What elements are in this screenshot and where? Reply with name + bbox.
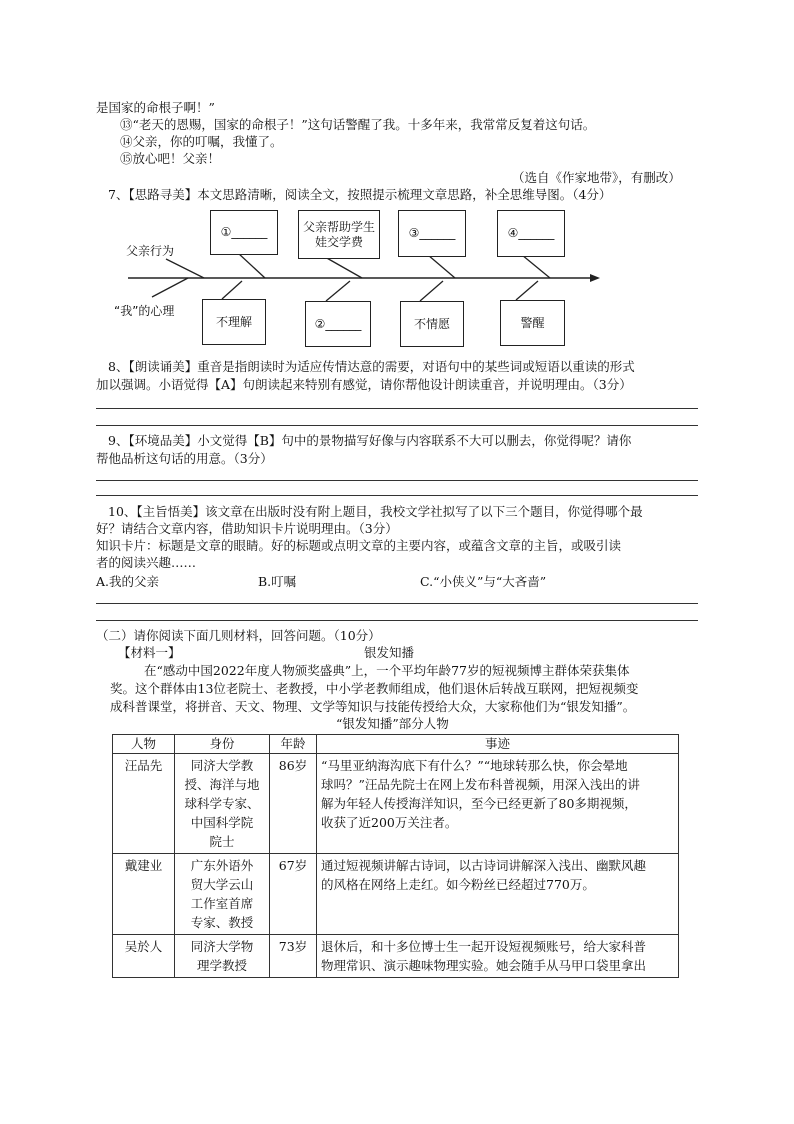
identity-line: 广东外语外 bbox=[190, 858, 254, 873]
cell-age: 73岁 bbox=[270, 935, 317, 978]
deed-line: 退休后，和十多位博士生一起开设短视频账号，给大家科普 bbox=[321, 939, 647, 954]
deed-line: 球吗？”汪品先院士在网上发布科普视频，用深入浅出的讲 bbox=[321, 777, 640, 792]
silver-hair-table bbox=[112, 734, 679, 978]
connector-box-5 bbox=[222, 281, 242, 299]
connector-box-7 bbox=[420, 281, 443, 301]
material-label: 【材料一】 bbox=[118, 645, 181, 660]
q8-answer-line-2[interactable] bbox=[96, 425, 698, 426]
my-mind-label: “我”的心理 bbox=[114, 304, 175, 318]
q10-option-c: C.“小侠义”与“大吝啬” bbox=[420, 574, 547, 589]
deed-line: 的风格在网络上走红。如今粉丝已经超过770万。 bbox=[321, 877, 595, 892]
q10-option-b: B.叮嘱 bbox=[258, 574, 297, 589]
cell-age: 67岁 bbox=[270, 854, 317, 935]
identity-line: 工作室首席 bbox=[190, 896, 254, 911]
identity-line: 球科学专家、 bbox=[184, 796, 260, 811]
q10-card-line-1: 知识卡片：标题是文章的眼睛。好的标题或点明文章的主要内容，或蕴含文章的主旨，或吸引读 bbox=[96, 538, 622, 553]
table-header-row bbox=[113, 735, 679, 754]
deed-line: 通过短视频讲解古诗词，以古诗词讲解深入浅出、幽默风趣 bbox=[321, 858, 647, 873]
q10-option-a: A.我的父亲 bbox=[96, 574, 160, 589]
connector-box-6 bbox=[326, 281, 350, 301]
connector-box-2 bbox=[325, 257, 362, 278]
part2-heading: （二）请你阅读下面几则材料，回答问题。（10分） bbox=[96, 628, 381, 643]
story-line-15: ⑮放心吧！父亲！ bbox=[120, 151, 221, 166]
q8-line-2: 加以强调。小语觉得【A】句朗读起来特别有感觉，请你帮他设计朗读重音，并说明理由。（3分） bbox=[96, 377, 632, 392]
father-box-1[interactable]: ①______ bbox=[210, 210, 278, 255]
cell-age: 86岁 bbox=[270, 754, 317, 854]
story-line-1: 是国家的命根子啊！” bbox=[96, 100, 215, 115]
cell-identity bbox=[175, 754, 270, 854]
mind-box-1: 不理解 bbox=[202, 299, 266, 345]
header-deeds: 事迹 bbox=[317, 735, 679, 754]
table-row bbox=[113, 935, 679, 978]
q8-answer-line-1[interactable] bbox=[96, 408, 698, 409]
table-caption: “银发知播”部分人物 bbox=[336, 716, 449, 731]
q10-line-2: 好？请结合文章内容，借助知识卡片说明理由。（3分） bbox=[96, 521, 398, 536]
connector-box-1 bbox=[238, 253, 265, 278]
header-person: 人物 bbox=[113, 735, 175, 754]
deed-line: “马里亚纳海沟底下有什么？”“地球转那么快，你会晕地 bbox=[321, 758, 628, 773]
identity-line: 院士 bbox=[209, 834, 235, 849]
source-note: （选自《作家地带》，有删改） bbox=[512, 170, 681, 185]
q9-answer-line-1[interactable] bbox=[96, 480, 698, 481]
father-box-2: 父亲帮助学生娃交学费 bbox=[298, 210, 380, 259]
connector-box-4 bbox=[522, 255, 550, 278]
q10-line-1: 10、【主旨悟美】该文章在出版时没有附上题目，我校文学社拟写了以下三个题目，你觉得哪个最 bbox=[108, 504, 643, 519]
identity-line: 授、海洋与地 bbox=[184, 777, 260, 792]
q7-prompt: 7、【思路寻美】本文思路清晰，阅读全文，按照提示梳理文章思路，补全思维导图。（4分） bbox=[108, 187, 612, 202]
father-box-3[interactable]: ③______ bbox=[398, 210, 466, 257]
cell-deeds bbox=[317, 854, 679, 935]
identity-line: 专家、教授 bbox=[190, 915, 254, 930]
mind-box-4: 警醒 bbox=[500, 300, 565, 346]
story-line-13: ⑬“老天的恩赐，国家的命根子！”这句话警醒了我。十多年来，我常常反复着这句话。 bbox=[120, 117, 596, 132]
cell-name: 吴於人 bbox=[113, 935, 175, 978]
q8-line-1: 8、【朗读诵美】重音是指朗读时为适应传情达意的需要，对语句中的某些词或短语以重读的形式 bbox=[108, 359, 635, 374]
table-row bbox=[113, 754, 679, 854]
cell-identity bbox=[175, 935, 270, 978]
material-title: 银发知播 bbox=[364, 645, 415, 660]
deed-line: 解为年轻人传授海洋知识，至今已经更新了80多期视频， bbox=[321, 796, 637, 811]
table-row bbox=[113, 854, 679, 935]
mind-map-diagram bbox=[110, 203, 610, 345]
father-box-4[interactable]: ④______ bbox=[497, 210, 565, 257]
q9-answer-line-2[interactable] bbox=[96, 495, 698, 496]
cell-name: 汪品先 bbox=[113, 754, 175, 854]
arrowhead bbox=[590, 274, 600, 282]
header-identity: 身份 bbox=[175, 735, 270, 754]
mind-box-3: 不情愿 bbox=[400, 301, 464, 347]
cell-deeds bbox=[317, 935, 679, 978]
header-age: 年龄 bbox=[270, 735, 317, 754]
cell-identity bbox=[175, 854, 270, 935]
material-para-2: 奖。这个群体由13位老院士、老教授，中小学老教师组成，他们退休后转战互联网，把短视频变 bbox=[110, 681, 639, 696]
story-line-14: ⑭父亲，你的叮嘱，我懂了。 bbox=[120, 134, 283, 149]
q10-answer-line-2[interactable] bbox=[96, 620, 698, 621]
identity-line: 同济大学教 bbox=[190, 758, 254, 773]
mind-box-2[interactable]: ②______ bbox=[305, 301, 371, 347]
identity-line: 理学教授 bbox=[196, 958, 247, 973]
identity-line: 同济大学物 bbox=[190, 939, 254, 954]
connector-box-3 bbox=[428, 255, 455, 278]
material-para-3: 成科普课堂，将拼音、天文、物理、文学等知识与技能传授给大众，大家称他们为“银发知播”。 bbox=[110, 699, 636, 714]
connector-top-label bbox=[166, 259, 204, 278]
q10-answer-line-1[interactable] bbox=[96, 603, 698, 604]
connector-bottom-label bbox=[152, 278, 188, 297]
cell-name: 戴建业 bbox=[113, 854, 175, 935]
father-action-label: 父亲行为 bbox=[126, 244, 175, 258]
q9-line-1: 9、【环境品美】小文觉得【B】句中的景物描写好像与内容联系不大可以删去，你觉得呢？请你 bbox=[108, 433, 632, 448]
connector-box-8 bbox=[516, 281, 538, 300]
identity-line: 中国科学院 bbox=[190, 815, 254, 830]
q10-card-line-2: 者的阅读兴趣…… bbox=[96, 555, 197, 570]
material-para-1: 在“感动中国2022年度人物颁奖盛典”上，一个平均年龄77岁的短视频博主群体荣获集体 bbox=[144, 663, 630, 678]
identity-line: 贸大学云山 bbox=[190, 877, 254, 892]
cell-deeds bbox=[317, 754, 679, 854]
deed-line: 收获了近200万关注者。 bbox=[321, 815, 458, 830]
deed-line: 物理常识、演示趣味物理实验。她会随手从马甲口袋里拿出 bbox=[321, 958, 647, 973]
q9-line-2: 帮他品析这句话的用意。（3分） bbox=[96, 451, 273, 466]
